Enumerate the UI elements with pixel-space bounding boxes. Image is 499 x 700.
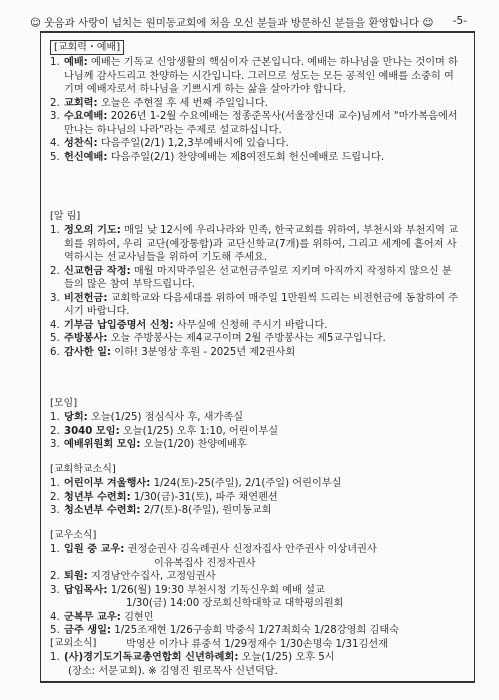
section-title-parish: [교우소식] [50, 530, 97, 541]
section-title-notice: [알 림] [50, 211, 81, 222]
list-item: 2. 청년부 수련회: 1/30(금)-31(토), 파주 채연펜션 [50, 491, 278, 503]
list-item: 2. 퇴원: 지경남안수집사, 고정임권사 [50, 571, 216, 582]
page-header [0, 0, 499, 32]
list-item: 1. 예배: 예배는 기독교 신앙생활의 핵심이자 근본입니다. 예배는 하나님을 만나는 것이며 하나님께 감사드리고 찬양하는 시간입니다. 그러므로 성도는 모든 공적인 예배를 소중히 여기며 예배자로서 하나님을 기쁘시게 하는 삶을 살아가야 합니다. [50, 57, 458, 95]
list-item: 1. 정오의 기도: 매일 낮 12시에 우리나라와 민족, 한국교회를 위하여, 부천시와 부천지역 교회를 위하여, 우리 교단(예장통합)과 교단신학교(7개)를 위하여, 그리고 세계에 흩어져 사역하시는 선교사님들을 위하여 기도해 주세요. [50, 225, 459, 263]
list-item: 4. 기부금 납입증명서 신청: 사무실에 신청해 주시기 바랍니다. [50, 319, 328, 331]
section-parish [50, 529, 460, 651]
list-item: 3. 수요예배: 2026년 1-2월 수요예배는 정종준목사(서울장신대 교수)님께서 "마가복음에서 만나는 하나님의 나라"라는 주제로 설교하십니다. [50, 111, 458, 136]
section-meeting [50, 397, 460, 452]
list-item: 5. 헌신예배: 다음주일(2/1) 찬양예배는 제8여전도회 헌신예배로 드립니다. [50, 151, 385, 163]
section-title-outside: [교외소식] [50, 638, 97, 649]
section-title-meeting: [모임] [50, 398, 78, 409]
list-item: 1. 어린이부 겨울행사: 1/24(토)-25(주일), 2/1(주일) 어린이부실 [50, 478, 342, 489]
list-item: 4. 성찬식: 다음주일(2/1) 1,2,3부예배시에 있습니다. [50, 138, 289, 149]
list-item: 3. 비전헌금: 교회학교와 다음세대를 위하여 매주일 1만원씩 드리는 비전헌금에 동참하여 주시기 바랍니다. [50, 292, 458, 317]
list-item: 4. 군복무 교우: 김현민 [50, 611, 154, 623]
section-notice [50, 210, 460, 359]
section-title-school: [교회학교소식] [50, 464, 116, 475]
list-item: 5. 주방봉사: 오늘 주방봉사는 제4교구이며 2월 주방봉사는 제5교구입니다. [50, 333, 386, 344]
page-number: -5- [452, 15, 467, 27]
list-item: 3. 답임목사: 1/26(월) 19:30 부천시청 기독신우회 예배 설교 1/30(금) 14:00 장로회신학대학교 대학평의원회 [50, 584, 344, 609]
list-item: 2. 신교헌금 작정: 매월 마지막주일은 선교헌금주일로 지키며 아직까지 작정하지 않으신 분들의 많은 참여 부탁드립니다. [50, 265, 452, 290]
list-item: 2. 교회력: 오늘은 주현절 후 세 번째 주일입니다. [50, 97, 268, 109]
section-outside [50, 637, 460, 678]
list-item: 6. 감사한 일: 이하! 3분영상 후원 - 2025년 제2권사회 [50, 346, 296, 358]
list-item: 3. 예배위원회 모임: 오늘(1/20) 찬양예배후 [50, 439, 247, 450]
list-item: 2. 3040 모임: 오늘(1/25) 오후 1:10, 어린이부실 [50, 425, 279, 437]
section-school [50, 463, 460, 518]
welcome-text: ☺ 웃음과 사랑이 넘치는 원미동교회에 처음 오신 분들과 방문하신 분들을 환영합니다 ☺ [30, 17, 434, 29]
list-item: 5. 금주 생일: 1/25조재현 1/26구송희 박중식 1/27최희숙 1/28강영희 김태숙 박영산 이가나 류중석 1/29정재수 1/30손명숙 1/31김선재 [50, 625, 400, 650]
list-item: 1. 당회: 오늘(1/25) 점심식사 후, 새가족실 [50, 412, 244, 423]
section-title-worship: [교회력・예배] [50, 40, 124, 55]
list-item: 1. (사)경기도기독교총연합회 신년하례회: 오늘(1/25) 오후 5시 (장소: 서문교회). ※ 김영진 원로목사 신년덕담. [50, 652, 335, 677]
list-item: 3. 청소년부 수련회: 2/7(토)-8(주일), 원미동교회 [50, 505, 272, 516]
list-item: 1. 입원 중 교우: 권정순권사 김옥례권사 신정자집사 안주권사 이상녀권사 이유복집사 진정자권사 [50, 544, 377, 569]
section-worship [50, 40, 460, 164]
